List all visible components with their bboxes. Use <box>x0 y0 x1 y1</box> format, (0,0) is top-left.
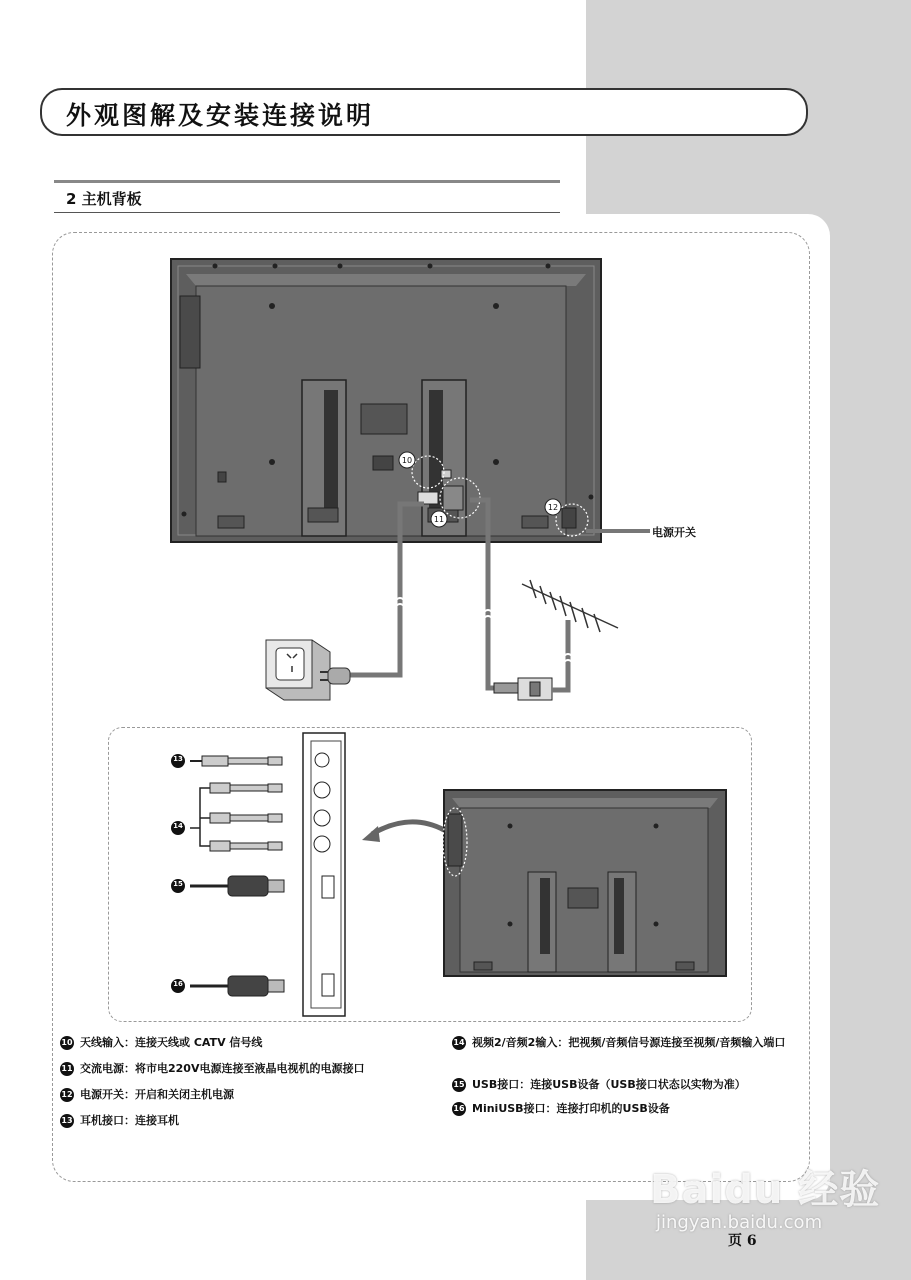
desc-number: 15 <box>452 1078 466 1092</box>
desc-number: 11 <box>60 1062 74 1076</box>
desc-item <box>452 1102 792 1116</box>
desc-number: 12 <box>60 1088 74 1102</box>
desc-item <box>452 1036 792 1050</box>
power-switch-label: 电源开关 <box>652 526 696 539</box>
desc-text: USB接口：连接USB设备（USB接口状态以实物为准） <box>472 1078 746 1091</box>
usb-cable-icon <box>190 876 284 996</box>
panel-badge-16: 16 <box>173 980 183 988</box>
baidu-watermark-url: jingyan.baidu.com <box>656 1212 823 1233</box>
desc-text: 电源开关：开启和关闭主机电源 <box>80 1088 234 1101</box>
curved-arrow-icon <box>362 822 444 842</box>
tv-back-small <box>443 790 726 976</box>
panel-badge-15: 15 <box>173 880 183 888</box>
desc-item <box>60 1114 440 1128</box>
desc-text: 交流电源：将市电220V电源连接至液晶电视机的电源接口 <box>80 1062 365 1075</box>
desc-item <box>452 1078 792 1092</box>
desc-text: MiniUSB接口：连接打印机的USB设备 <box>472 1102 670 1115</box>
coax-plug-icon <box>494 678 552 700</box>
desc-number: 13 <box>60 1114 74 1128</box>
tv-back-large <box>171 259 601 542</box>
desc-item <box>60 1036 440 1050</box>
desc-number: 10 <box>60 1036 74 1050</box>
rca-plug-icon <box>190 756 282 851</box>
desc-text: 耳机接口：连接耳机 <box>80 1114 179 1127</box>
callout-11: 11 <box>433 515 445 524</box>
page-title: 外观图解及安装连接说明 <box>66 101 375 130</box>
desc-item <box>60 1062 440 1076</box>
desc-number: 14 <box>452 1036 466 1050</box>
callout-12: 12 <box>547 503 559 512</box>
wall-socket-icon <box>266 640 330 700</box>
callout-10: 10 <box>401 456 413 465</box>
desc-text: 视频2/音频2输入：把视频/音频信号源连接至视频/音频输入端口 <box>472 1036 786 1049</box>
side-io-panel <box>303 733 345 1016</box>
baidu-watermark-logo: Baidu 经验 <box>650 1167 881 1213</box>
desc-text: 天线输入：连接天线或 CATV 信号线 <box>80 1036 263 1049</box>
page-number: 页 6 <box>728 1233 757 1249</box>
desc-number: 16 <box>452 1102 466 1116</box>
panel-badge-14: 14 <box>173 822 183 830</box>
section-title: 2 主机背板 <box>66 190 142 208</box>
panel-badge-13: 13 <box>173 755 183 763</box>
desc-item <box>60 1088 440 1102</box>
